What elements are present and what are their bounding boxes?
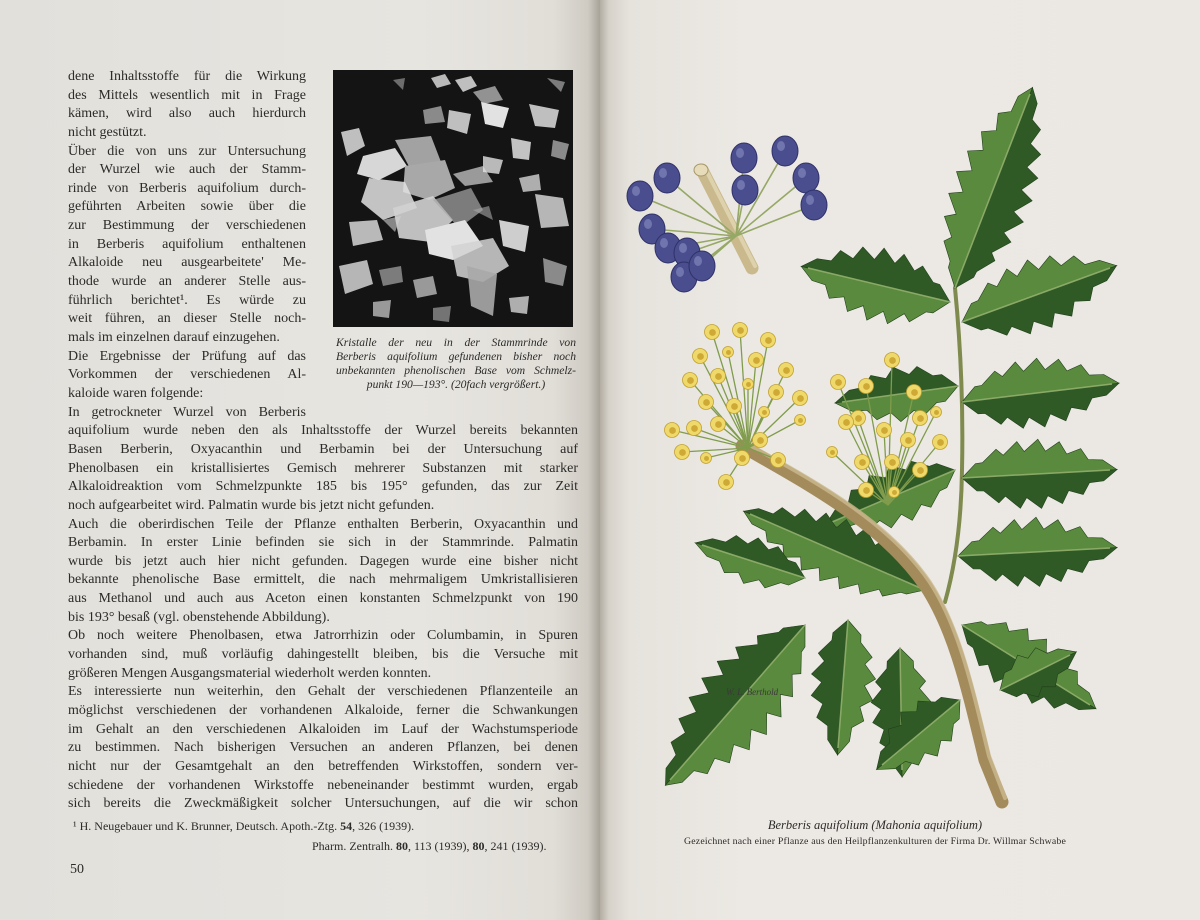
text-line: führlich berichtet¹. Es würde zu <box>68 292 306 308</box>
flower-center <box>715 421 722 428</box>
berry <box>627 181 653 211</box>
flower-center <box>863 383 870 390</box>
flower-center <box>881 427 888 434</box>
flower-center <box>703 399 710 406</box>
berry <box>689 251 715 281</box>
flower-center <box>679 449 686 456</box>
text-line: rinde von Berberis aquifolium durch- <box>68 180 306 196</box>
twig-cut-end <box>694 164 708 176</box>
footnote-1 <box>73 817 414 835</box>
berry-highlight <box>737 180 745 190</box>
flower-center <box>859 459 866 466</box>
crystal <box>509 296 529 314</box>
flower-center <box>669 427 676 434</box>
footnote-volume: 80 <box>395 839 408 853</box>
caption-line: Kristalle der neu in der Stammrinde von <box>336 336 576 349</box>
text-line: nicht gestützt. <box>68 124 147 140</box>
berry-highlight <box>676 267 684 277</box>
berry-highlight <box>694 256 702 266</box>
footnote-pages: , 326 (1939). <box>352 819 415 833</box>
text-line: kämen, wird also auch hierdurch <box>68 106 306 122</box>
footnote-pages: , 113 (1939), <box>407 839 470 853</box>
berry <box>654 163 680 193</box>
flower-center <box>737 327 744 334</box>
berry-highlight <box>660 238 668 248</box>
text-line: noch aufgearbeitet wird. Palmatin wurde bis jetzt nicht gefunden. <box>68 497 435 513</box>
berry <box>772 136 798 166</box>
flower-center <box>775 457 782 464</box>
text-line: möglichst verschiedenen der vorhandenen Alkaloide, ferner die Schwankungen <box>68 702 578 718</box>
crystal-photo <box>333 70 573 327</box>
flower-center <box>715 373 722 380</box>
plate-credit: Gezeichnet nach einer Pflanze aus den Heilpflanzenkulturen der Firma Dr. Willmar Schwabe <box>683 836 1067 847</box>
photo-caption <box>336 336 576 392</box>
flower-center <box>687 377 694 384</box>
text-line: mals im einzelnen darauf einzugehen. <box>68 329 280 345</box>
flower-center <box>889 357 896 364</box>
crystal-micrograph <box>333 70 573 327</box>
text-line: Alkaloide neu ausgearbeitete' Me- <box>68 255 306 271</box>
text-line: Ob noch weitere Phenolbasen, etwa Jatrorrhizin oder Columbamin, in Spuren <box>68 628 578 644</box>
text-line: bekannte phenolische Base ermittelt, die nach mehrmaligem Umkristallisieren <box>68 572 578 588</box>
text-line: weit führen, an dieser Stelle noch- <box>68 311 306 327</box>
text-line: im Gehalt an den verschiedenen Alkaloiden im Lauf der Wachstumsperiode <box>68 721 578 737</box>
flower-center <box>830 450 835 455</box>
botanical-illustration <box>600 60 1160 830</box>
berry-highlight <box>679 243 687 253</box>
text-line: zu bestimmen. Nach bisherigen Versuchen an anderen Pflanzen, bei denen <box>68 740 578 756</box>
footnote-pages: , 241 (1939). <box>484 839 547 853</box>
crystal <box>433 306 451 322</box>
flower-center <box>917 467 924 474</box>
text-line: schiedene der vorhandenen Wirkstoffe nebeneinander bestimmt wurden, ergab <box>68 777 578 793</box>
text-line: Basen Berberin, Oxyacanthin und Berbamin bei der Untersuchung auf <box>68 441 578 457</box>
berry-highlight <box>632 186 640 196</box>
flower-center <box>773 389 780 396</box>
text-line: aus Methanol und auch aus Aceton einen konstanten Schmelzpunkt von 190 <box>68 591 578 607</box>
caption-line: punkt 190—193°. (20fach vergrößert.) <box>366 378 546 391</box>
flower-center <box>723 479 730 486</box>
footnote-2 <box>312 837 547 855</box>
flower-center <box>753 357 760 364</box>
artist-signature: W. L. Berthold <box>726 687 779 697</box>
flower-center <box>934 410 939 415</box>
caption-line: Berberis aquifolium gefundenen bisher noch <box>336 350 576 363</box>
footnote-volume: 54 <box>340 819 353 833</box>
text-line: Es interessierte nun weiterhin, den Gehalt der verschiedenen Pflanzenteile an <box>68 684 578 700</box>
text-line: Die Ergebnisse der Prüfung auf das <box>68 348 306 364</box>
flower-center <box>892 490 897 495</box>
footnote-citation: Pharm. Zentralh. <box>312 839 393 853</box>
crystal <box>373 300 391 318</box>
flower-center <box>911 389 918 396</box>
text-line: bis 193° besaß (vgl. obenstehende Abbildung). <box>68 609 330 625</box>
text-line: des Mittels wesentlich mit in Frage <box>68 87 306 103</box>
berry-highlight <box>644 219 652 229</box>
berry-highlight <box>798 168 806 178</box>
text-line: aquifolium wurde neben den als Inhaltsstoffe der Wurzel bereits bekannten <box>68 423 578 439</box>
flower-center <box>798 418 803 423</box>
narrow-text-column <box>68 68 306 422</box>
flower-center <box>697 353 704 360</box>
flower-center <box>917 415 924 422</box>
flower-center <box>762 410 767 415</box>
text-line: wurde bis jetzt auch hier nicht gefunden. Dagegen wurde eine bisher nicht <box>68 553 578 569</box>
flower-center <box>937 439 944 446</box>
text-line: größeren Mengen Ausgangsmaterial wiederholt werden konnten. <box>68 665 432 681</box>
text-line: dene Inhaltsstoffe für die Wirkung <box>68 69 306 84</box>
berry-highlight <box>736 148 744 158</box>
text-line: Auch die oberirdischen Teile der Pflanze enthalten Berberin, Oxyacanthin und <box>68 516 578 532</box>
berry <box>801 190 827 220</box>
text-line: zur Bestimmung der verschiedenen <box>68 218 306 234</box>
text-line: Berbamin. In erster Linie befinden sie sich in der Stammrinde. Palmatin <box>68 535 578 551</box>
berry <box>793 163 819 193</box>
flower-center <box>757 437 764 444</box>
berry <box>732 175 758 205</box>
flower-center <box>835 379 842 386</box>
text-line: Über die von uns zur Untersuchung <box>68 143 306 159</box>
text-line: der Wurzel wie auch der Stamm- <box>68 162 306 178</box>
flower-center <box>855 415 862 422</box>
flower-center <box>783 367 790 374</box>
flower-center <box>746 382 751 387</box>
full-text-column <box>68 422 578 813</box>
text-line: Phenolbasen ein kristallisiertes Gemisch mehrerer Substanzen mit starker <box>68 460 578 476</box>
flower-center <box>889 459 896 466</box>
berry-highlight <box>777 141 785 151</box>
text-line: geführten Arbeiten sowie über die <box>68 199 306 215</box>
footnote-volume: 80 <box>472 839 485 853</box>
flower-center <box>726 350 731 355</box>
text-line: thode wurde an anderer Stelle aus- <box>68 274 306 290</box>
berry-highlight <box>659 168 667 178</box>
flower-center <box>765 337 772 344</box>
text-line: Alkaloidreaktion vom Schmelzpunkte 185 bis 195° gefunden, das zur Zeit <box>68 479 578 495</box>
text-line: sich bereits die Zweckmäßigkeit solcher Untersuchungen, auf die wir schon <box>68 796 578 812</box>
berry <box>731 143 757 173</box>
crystal <box>413 276 437 298</box>
footnote-citation: H. Neugebauer und K. Brunner, Deutsch. Apoth.-Ztg. <box>79 819 338 833</box>
flower-center <box>704 456 709 461</box>
text-line: Vorkommen der verschiedenen Al- <box>68 367 306 383</box>
text-line: kaloide waren folgende: <box>68 385 204 401</box>
caption-line: unbekannten phenolischen Base vom Schmelz- <box>336 364 576 377</box>
flower-center <box>905 437 912 444</box>
flower-center <box>691 425 698 432</box>
text-line: In getrockneter Wurzel von Berberis <box>68 404 306 420</box>
flower-center <box>797 395 804 402</box>
berry-highlight <box>806 195 814 205</box>
flower-center <box>709 329 716 336</box>
plate-title: Berberis aquifolium (Mahonia aquifolium) <box>767 818 983 832</box>
text-line: vorhanden sind, muß vorläufig dahingestellt bleiben, bis die Versuche mit <box>68 647 578 663</box>
flower-center <box>731 403 738 410</box>
flower-center <box>863 487 870 494</box>
flower-center <box>843 419 850 426</box>
text-line: in Berberis aquifolium enthaltenen <box>68 236 306 252</box>
text-line: nicht nur der Gesamtgehalt an den betreffenden Wirkstoffen, sondern ver- <box>68 758 578 774</box>
flower-center <box>739 455 746 462</box>
footnote-mark: ¹ <box>73 819 77 833</box>
page-number: 50 <box>70 862 84 877</box>
